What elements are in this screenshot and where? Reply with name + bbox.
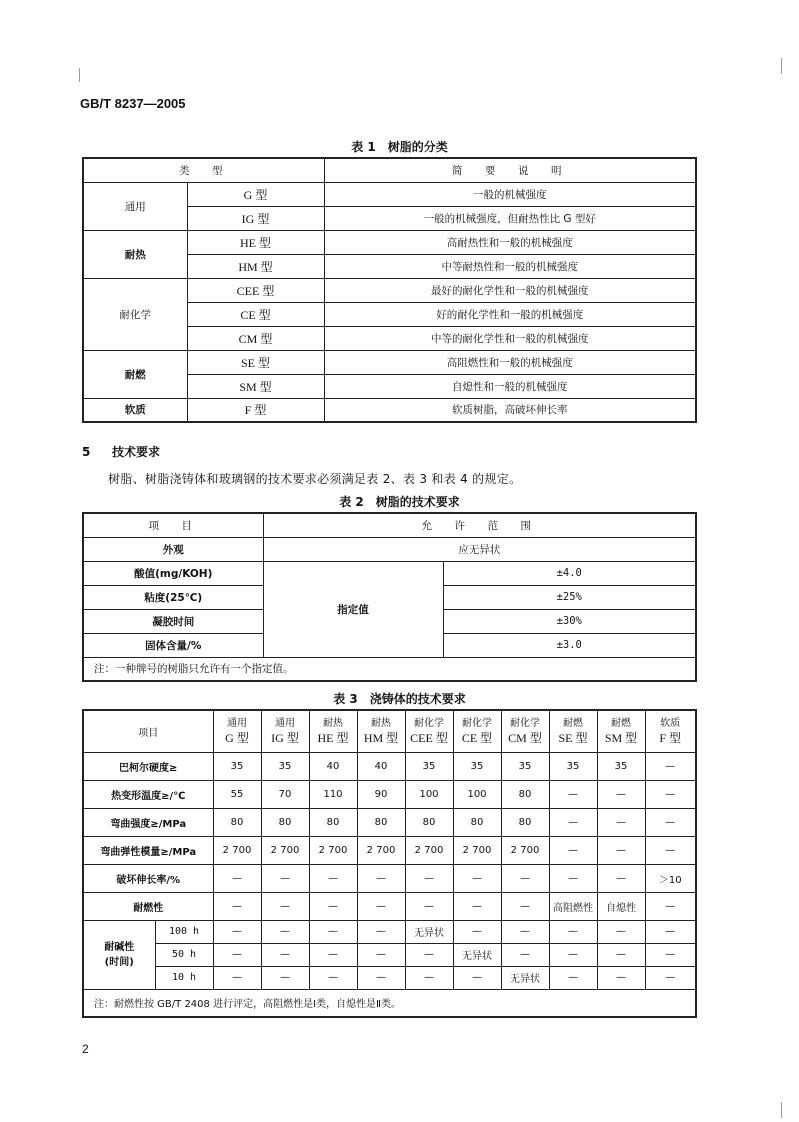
table1-type: F 型 bbox=[187, 398, 324, 422]
table1-desc: 中等耐热性和一般的机械强度 bbox=[324, 254, 696, 278]
table3-cell: 2 700 bbox=[453, 836, 501, 864]
table3-column-category: 软质 bbox=[660, 718, 681, 730]
table3-cell: 100 bbox=[453, 780, 501, 808]
table2-header-range: 允 许 范 围 bbox=[263, 513, 696, 537]
table1-type: G 型 bbox=[187, 182, 324, 206]
table3-cell: 2 700 bbox=[501, 836, 549, 864]
table3-cell: — bbox=[549, 943, 597, 966]
table3-cell: — bbox=[405, 892, 453, 920]
table3-column-type: G 型 bbox=[225, 731, 249, 746]
table1-desc: 一般的机械强度，但耐热性比 G 型好 bbox=[324, 206, 696, 230]
table3-cell: 110 bbox=[309, 780, 357, 808]
table3-column-header bbox=[405, 710, 453, 752]
table3-cell: — bbox=[309, 864, 357, 892]
table3-cell: — bbox=[261, 943, 309, 966]
table3-cell: 2 700 bbox=[309, 836, 357, 864]
table3-cell: 35 bbox=[549, 752, 597, 780]
table3-row-label: 弯曲弹性模量≥/MPa bbox=[83, 836, 213, 864]
table2-specified-value: 指定值 bbox=[263, 561, 443, 657]
table2-value: ±4.0 bbox=[443, 561, 696, 585]
section-number: 5 bbox=[82, 445, 91, 459]
table3-column-header bbox=[261, 710, 309, 752]
resin-requirements-table bbox=[82, 512, 697, 682]
table3-cell: — bbox=[645, 836, 696, 864]
table3-cell: — bbox=[405, 864, 453, 892]
table3-caption: 表 3 浇铸体的技术要求 bbox=[333, 692, 466, 706]
table1-desc: 好的耐化学性和一般的机械强度 bbox=[324, 302, 696, 326]
table2-value: ±25% bbox=[443, 585, 696, 609]
table3-column-category: 通用 bbox=[227, 718, 247, 730]
table3-cell: 80 bbox=[213, 808, 261, 836]
table3-cell: 35 bbox=[261, 752, 309, 780]
table2-caption: 表 2 树脂的技术要求 bbox=[339, 495, 460, 509]
table3-cell: — bbox=[405, 966, 453, 989]
table3-cell: — bbox=[549, 864, 597, 892]
table3-cell: — bbox=[309, 920, 357, 943]
table2-note: 注：一种牌号的树脂只允许有一个指定值。 bbox=[83, 657, 696, 681]
table1-group: 通用 bbox=[83, 182, 187, 230]
table3-body bbox=[83, 710, 696, 1017]
table3-cell: 80 bbox=[501, 808, 549, 836]
table3-column-category: 耐燃 bbox=[563, 718, 583, 730]
table1-type: HM 型 bbox=[187, 254, 324, 278]
table3-cell: 80 bbox=[309, 808, 357, 836]
table3-cell: — bbox=[453, 920, 501, 943]
table3-cell: — bbox=[597, 966, 645, 989]
table3-cell: — bbox=[453, 892, 501, 920]
table3-row-label: 巴柯尔硬度≥ bbox=[83, 752, 213, 780]
table2-item: 固体含量/% bbox=[83, 633, 263, 657]
table3-cell: 40 bbox=[309, 752, 357, 780]
table3-cell: — bbox=[549, 920, 597, 943]
table3-row-label: 耐燃性 bbox=[83, 892, 213, 920]
table1-header-description: 简 要 说 明 bbox=[324, 158, 696, 182]
table2-header-item: 项 目 bbox=[83, 513, 263, 537]
table3-cell: — bbox=[501, 864, 549, 892]
table1-type: CE 型 bbox=[187, 302, 324, 326]
table2-item: 酸值(mg/KOH) bbox=[83, 561, 263, 585]
table3-cell: 高阻燃性 bbox=[549, 892, 597, 920]
table3-column-header bbox=[645, 710, 696, 752]
table3-cell: ＞10 bbox=[645, 864, 696, 892]
table3-cell: 100 bbox=[405, 780, 453, 808]
section-title: 技术要求 bbox=[112, 445, 161, 459]
table3-cell: — bbox=[357, 920, 405, 943]
table3-cell: 2 700 bbox=[405, 836, 453, 864]
table3-cell: 2 700 bbox=[261, 836, 309, 864]
table1-type: CEE 型 bbox=[187, 278, 324, 302]
table3-alkali-time: 100 h bbox=[155, 920, 213, 943]
table3-column-header bbox=[597, 710, 645, 752]
table3-column-type: F 型 bbox=[659, 731, 682, 746]
table1-group: 耐化学 bbox=[83, 278, 187, 350]
standard-number-header: GB/T 8237—2005 bbox=[80, 96, 186, 111]
table3-cell: — bbox=[501, 943, 549, 966]
table3-column-category: 耐化学 bbox=[462, 718, 492, 730]
table3-cell: 55 bbox=[213, 780, 261, 808]
table3-cell: 40 bbox=[357, 752, 405, 780]
table1-group: 耐燃 bbox=[83, 350, 187, 398]
table3-cell: 无异状 bbox=[405, 920, 453, 943]
table3-cell: — bbox=[405, 943, 453, 966]
table1-type: SM 型 bbox=[187, 374, 324, 398]
table3-column-category: 通用 bbox=[275, 718, 295, 730]
table3-cell: 35 bbox=[453, 752, 501, 780]
table3-cell: 80 bbox=[453, 808, 501, 836]
table3-cell: — bbox=[357, 943, 405, 966]
table3-column-header bbox=[213, 710, 261, 752]
table1-type: HE 型 bbox=[187, 230, 324, 254]
table3-cell: — bbox=[213, 892, 261, 920]
table3-cell: — bbox=[549, 966, 597, 989]
table3-cell: 90 bbox=[357, 780, 405, 808]
table3-column-type: CEE 型 bbox=[410, 731, 448, 746]
table3-cell: — bbox=[213, 920, 261, 943]
table3-column-type: CM 型 bbox=[508, 731, 542, 746]
table3-cell: 80 bbox=[357, 808, 405, 836]
table3-cell: — bbox=[645, 780, 696, 808]
page-number: 2 bbox=[82, 1042, 89, 1056]
table3-cell: 自熄性 bbox=[597, 892, 645, 920]
table1-desc: 一般的机械强度 bbox=[324, 182, 696, 206]
table3-header-item: 项目 bbox=[83, 710, 213, 752]
table3-cell: — bbox=[309, 943, 357, 966]
table2-item: 粘度(25℃) bbox=[83, 585, 263, 609]
table3-note: 注：耐燃性按 GB/T 2408 进行评定，高阻燃性是Ⅰ类，自熄性是Ⅱ类。 bbox=[83, 989, 696, 1017]
casting-requirements-table bbox=[82, 709, 697, 1018]
table3-row-label: 热变形温度≥/℃ bbox=[83, 780, 213, 808]
crop-mark bbox=[781, 1102, 782, 1118]
table2-value: 应无异状 bbox=[263, 537, 696, 561]
table1-caption: 表 1 树脂的分类 bbox=[351, 140, 448, 154]
table3-column-type: HE 型 bbox=[317, 731, 349, 746]
table3-cell: — bbox=[261, 920, 309, 943]
table3-column-type: IG 型 bbox=[271, 731, 299, 746]
table3-cell: — bbox=[597, 920, 645, 943]
table1-desc: 最好的耐化学性和一般的机械强度 bbox=[324, 278, 696, 302]
table3-cell: — bbox=[597, 780, 645, 808]
table3-cell: 35 bbox=[213, 752, 261, 780]
table3-alkali-time: 50 h bbox=[155, 943, 213, 966]
section-heading bbox=[82, 443, 160, 460]
table3-column-header bbox=[501, 710, 549, 752]
table3-cell: — bbox=[597, 864, 645, 892]
table3-cell: — bbox=[501, 920, 549, 943]
table3-cell: — bbox=[645, 752, 696, 780]
table3-cell: — bbox=[213, 864, 261, 892]
table3-cell: — bbox=[501, 892, 549, 920]
table2-item: 凝胶时间 bbox=[83, 609, 263, 633]
resin-classification-table bbox=[82, 157, 697, 423]
table3-cell: — bbox=[261, 966, 309, 989]
table3-cell: 80 bbox=[261, 808, 309, 836]
table3-cell: — bbox=[597, 943, 645, 966]
table3-column-header bbox=[549, 710, 597, 752]
table3-column-category: 耐化学 bbox=[510, 718, 540, 730]
table1-group: 软质 bbox=[83, 398, 187, 422]
table3-cell: — bbox=[549, 836, 597, 864]
table3-column-category: 耐热 bbox=[371, 718, 391, 730]
table3-cell: 无异状 bbox=[453, 943, 501, 966]
table3-alkali-time: 10 h bbox=[155, 966, 213, 989]
table3-alkali-label bbox=[83, 920, 155, 989]
table3-column-header bbox=[453, 710, 501, 752]
table3-cell: — bbox=[597, 836, 645, 864]
table3-column-type: SM 型 bbox=[604, 731, 638, 746]
table3-cell: — bbox=[357, 864, 405, 892]
table3-cell: 35 bbox=[501, 752, 549, 780]
table3-cell: — bbox=[645, 892, 696, 920]
table3-column-category: 耐燃 bbox=[611, 718, 631, 730]
table3-cell: 35 bbox=[597, 752, 645, 780]
section-paragraph: 树脂、树脂浇铸体和玻璃钢的技术要求必须满足表 2、表 3 和表 4 的规定。 bbox=[108, 472, 522, 486]
table1-header-type: 类 型 bbox=[83, 158, 324, 182]
table3-cell: — bbox=[645, 808, 696, 836]
table3-cell: 2 700 bbox=[357, 836, 405, 864]
table3-cell: 35 bbox=[405, 752, 453, 780]
table3-column-category: 耐化学 bbox=[414, 718, 444, 730]
table3-cell: 无异状 bbox=[501, 966, 549, 989]
table3-cell: — bbox=[597, 808, 645, 836]
table1-type: SE 型 bbox=[187, 350, 324, 374]
table3-cell: — bbox=[645, 966, 696, 989]
table3-column-header bbox=[357, 710, 405, 752]
table1-group: 耐热 bbox=[83, 230, 187, 278]
table1-desc: 自熄性和一般的机械强度 bbox=[324, 374, 696, 398]
table3-column-type: CE 型 bbox=[461, 731, 493, 746]
table3-column-type: HM 型 bbox=[363, 731, 399, 746]
table3-cell: 2 700 bbox=[213, 836, 261, 864]
table3-cell: — bbox=[261, 892, 309, 920]
table3-cell: — bbox=[309, 966, 357, 989]
table1-type: CM 型 bbox=[187, 326, 324, 350]
table3-cell: — bbox=[453, 864, 501, 892]
table1-desc: 高阻燃性和一般的机械强度 bbox=[324, 350, 696, 374]
table1-desc: 高耐热性和一般的机械强度 bbox=[324, 230, 696, 254]
crop-mark bbox=[79, 68, 80, 82]
table3-cell: — bbox=[549, 808, 597, 836]
crop-mark bbox=[781, 58, 782, 74]
table2-item: 外观 bbox=[83, 537, 263, 561]
table3-cell: — bbox=[453, 966, 501, 989]
table3-cell: — bbox=[213, 943, 261, 966]
table3-alkali-label-line1: 耐碱性 bbox=[104, 941, 135, 953]
table3-cell: 80 bbox=[501, 780, 549, 808]
table3-cell: — bbox=[309, 892, 357, 920]
table3-cell: — bbox=[261, 864, 309, 892]
table2-value: ±3.0 bbox=[443, 633, 696, 657]
table3-cell: — bbox=[213, 966, 261, 989]
table3-cell: — bbox=[645, 943, 696, 966]
table3-row-label: 破坏伸长率/% bbox=[83, 864, 213, 892]
table3-cell: — bbox=[357, 892, 405, 920]
table1-type: IG 型 bbox=[187, 206, 324, 230]
table3-cell: 70 bbox=[261, 780, 309, 808]
table1-desc: 中等的耐化学性和一般的机械强度 bbox=[324, 326, 696, 350]
table3-column-category: 耐热 bbox=[323, 718, 343, 730]
table3-cell: — bbox=[357, 966, 405, 989]
table3-column-type: SE 型 bbox=[558, 731, 588, 746]
table3-alkali-label-line2: (时间) bbox=[104, 956, 134, 968]
table3-column-header bbox=[309, 710, 357, 752]
table3-cell: — bbox=[549, 780, 597, 808]
table2-value: ±30% bbox=[443, 609, 696, 633]
table3-row-label: 弯曲强度≥/MPa bbox=[83, 808, 213, 836]
table3-cell: — bbox=[645, 920, 696, 943]
table1-desc: 软质树脂，高破坏伸长率 bbox=[324, 398, 696, 422]
table3-cell: 80 bbox=[405, 808, 453, 836]
